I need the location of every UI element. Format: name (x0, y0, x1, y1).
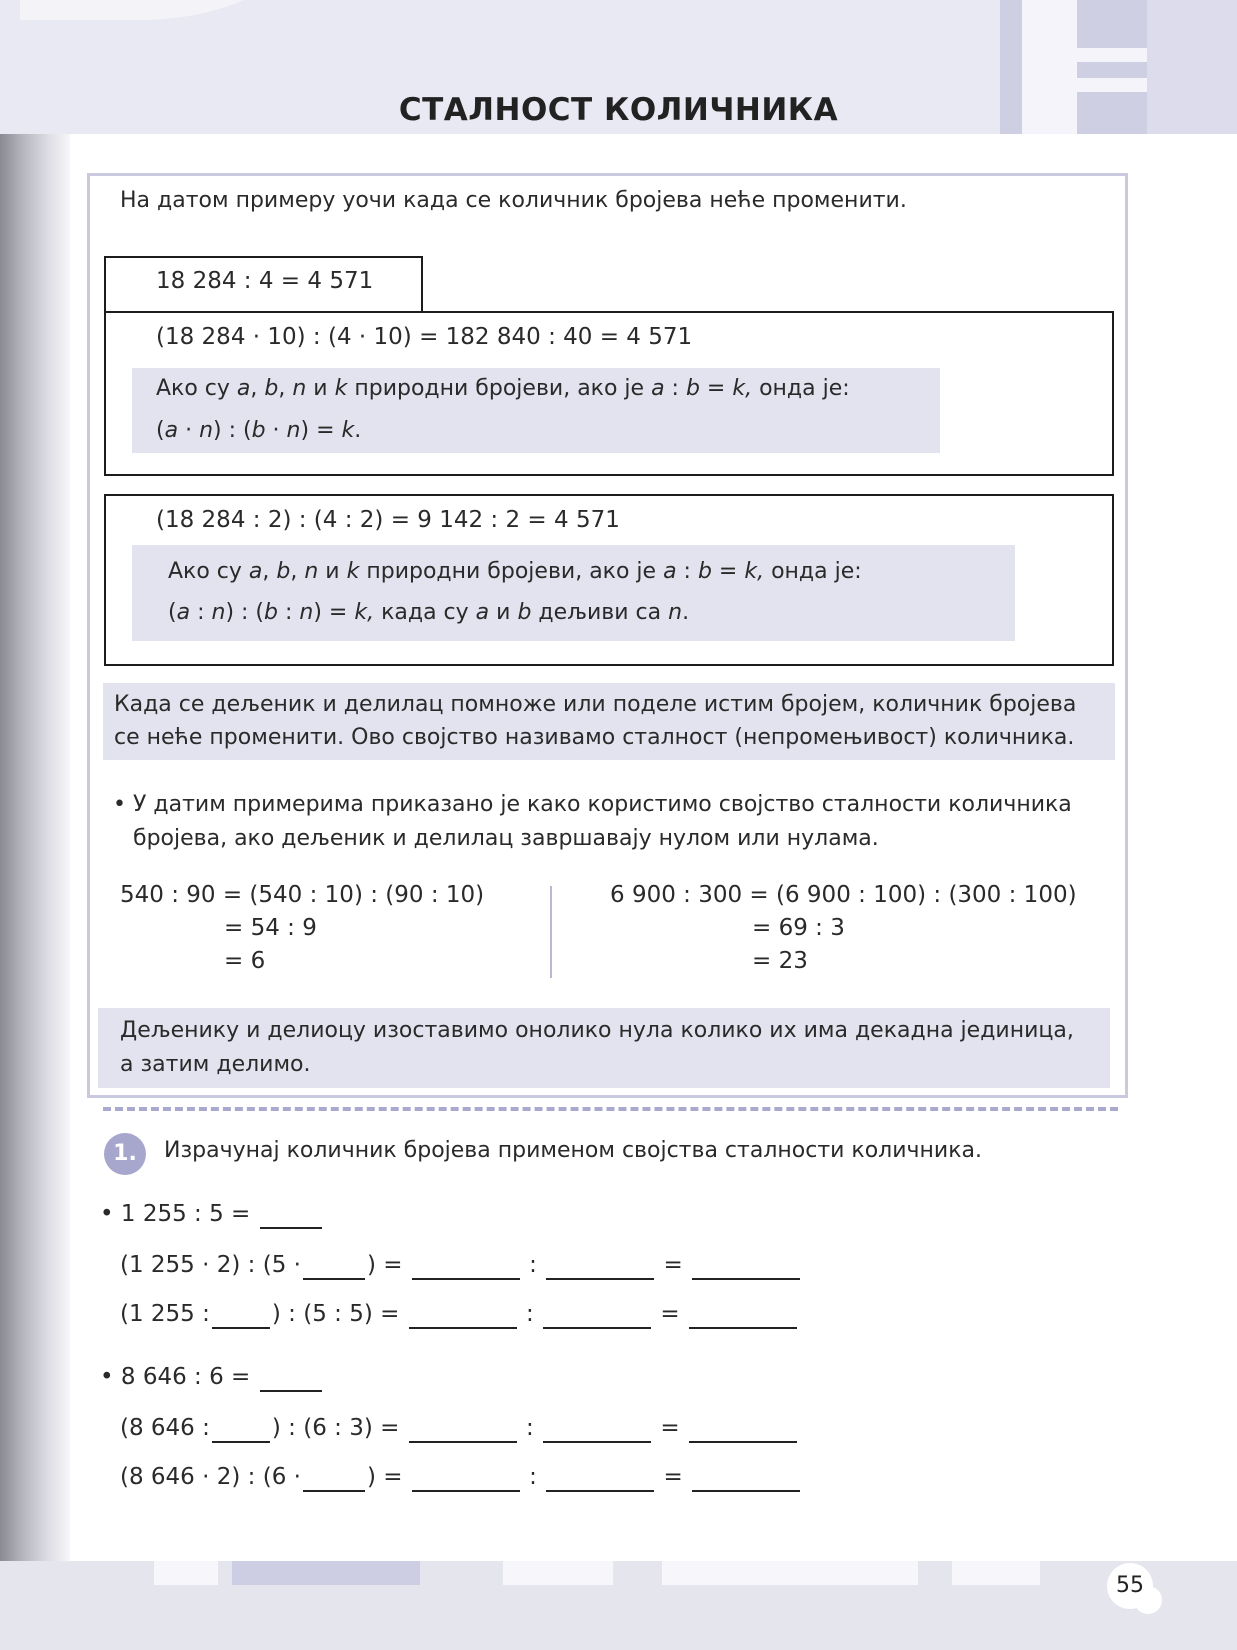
footer-stripe (154, 1561, 218, 1585)
task-instruction: Израчунај количник бројева применом својства сталности количника. (164, 1138, 982, 1163)
footer-stripe (232, 1561, 420, 1585)
header-arc-decoration (20, 0, 320, 20)
example-left-line1: 540 : 90 = (540 : 10) : (90 : 10) (120, 882, 485, 908)
page-title: СТАЛНОСТ КОЛИЧНИКА (398, 92, 839, 128)
task-item-2-row-2: (8 646 · 2) : (6 · ) = : = (120, 1462, 802, 1492)
footer-stripe (503, 1561, 613, 1585)
divide-rule-line1: Ако су a, b, n и k природни бројеви, ако је a : b = k, онда је: (168, 559, 862, 584)
answer-blank[interactable] (543, 1419, 651, 1443)
answer-blank[interactable] (546, 1256, 654, 1280)
answer-blank[interactable] (412, 1256, 520, 1280)
answer-blank[interactable] (212, 1305, 270, 1329)
section-divider (103, 1107, 1118, 1111)
example-left-line2: = 54 : 9 (224, 915, 317, 941)
answer-blank[interactable] (689, 1419, 797, 1443)
bullet-icon: • (113, 792, 126, 817)
answer-blank[interactable] (303, 1468, 365, 1492)
task-item-1 (100, 1199, 324, 1229)
answer-blank[interactable] (303, 1256, 365, 1280)
header-stripe (1077, 48, 1147, 62)
task-item-1-head: 1 255 : 5 = (120, 1201, 251, 1227)
answer-blank[interactable] (260, 1205, 322, 1229)
multiply-rule-line1: Ако су a, b, n и k природни бројеви, ако је a : b = k, онда је: (156, 376, 850, 401)
example-right-line3: = 23 (752, 948, 808, 974)
zeros-note-line1: Дељенику и делиоцу изоставимо онолико нула колико их има декадна јединица, (120, 1018, 1074, 1043)
answer-blank[interactable] (212, 1419, 270, 1443)
divide-equation: (18 284 : 2) : (4 : 2) = 9 142 : 2 = 4 571 (156, 507, 620, 533)
property-note-line2: се неће променити. Ово својство називамо сталност (непромењивост) количника. (114, 725, 1075, 750)
property-note-line1: Када се дељеник и делилац помноже или поделе истим бројем, количник бројева (114, 692, 1077, 717)
bullet-icon: • (100, 1201, 114, 1227)
task-number-badge: 1. (104, 1133, 146, 1175)
task-item-1-row-1: (1 255 · 2) : (5 · ) = : = (120, 1250, 802, 1280)
example-left-line3: = 6 (224, 948, 266, 974)
multiply-equation: (18 284 · 10) : (4 · 10) = 182 840 : 40 = 4 571 (156, 324, 693, 350)
answer-blank[interactable] (260, 1368, 322, 1392)
answer-blank[interactable] (409, 1305, 517, 1329)
task-item-2-head: 8 646 : 6 = (120, 1364, 251, 1390)
task-item-2-row-1: (8 646 : ) : (6 : 3) = : = (120, 1413, 799, 1443)
task-item-1-row-2: (1 255 : ) : (5 : 5) = : = (120, 1299, 799, 1329)
answer-blank[interactable] (692, 1256, 800, 1280)
task-item-2 (100, 1362, 324, 1392)
header-stripe (1077, 78, 1147, 92)
footer-stripe (662, 1561, 918, 1585)
examples-divider (550, 886, 552, 978)
footer-stripe (952, 1561, 1040, 1585)
answer-blank[interactable] (546, 1468, 654, 1492)
example-right-line2: = 69 : 3 (752, 915, 845, 941)
page-number: 55 (1107, 1563, 1153, 1609)
book-spine-shadow (0, 0, 70, 1650)
multiply-rule-line2: (a · n) : (b · n) = k. (156, 418, 362, 443)
answer-blank[interactable] (689, 1305, 797, 1329)
intro-text: На датом примеру уочи када се количник бројева неће променити. (120, 188, 907, 213)
answer-blank[interactable] (543, 1305, 651, 1329)
base-equation: 18 284 : 4 = 4 571 (156, 268, 374, 294)
zeros-intro-line1: У датим примерима приказано је како користимо својство сталности количника (133, 792, 1072, 817)
zeros-intro-line2: бројева, ако дељеник и делилац завршавају нулом или нулама. (133, 826, 879, 851)
answer-blank[interactable] (409, 1419, 517, 1443)
divide-rule-line2: (a : n) : (b : n) = k, када су a и b дељиви са n. (168, 600, 690, 625)
bullet-icon: • (100, 1364, 114, 1390)
zeros-note-line2: а затим делимо. (120, 1052, 311, 1077)
example-right-line1: 6 900 : 300 = (6 900 : 100) : (300 : 100) (610, 882, 1077, 908)
answer-blank[interactable] (692, 1468, 800, 1492)
answer-blank[interactable] (412, 1468, 520, 1492)
